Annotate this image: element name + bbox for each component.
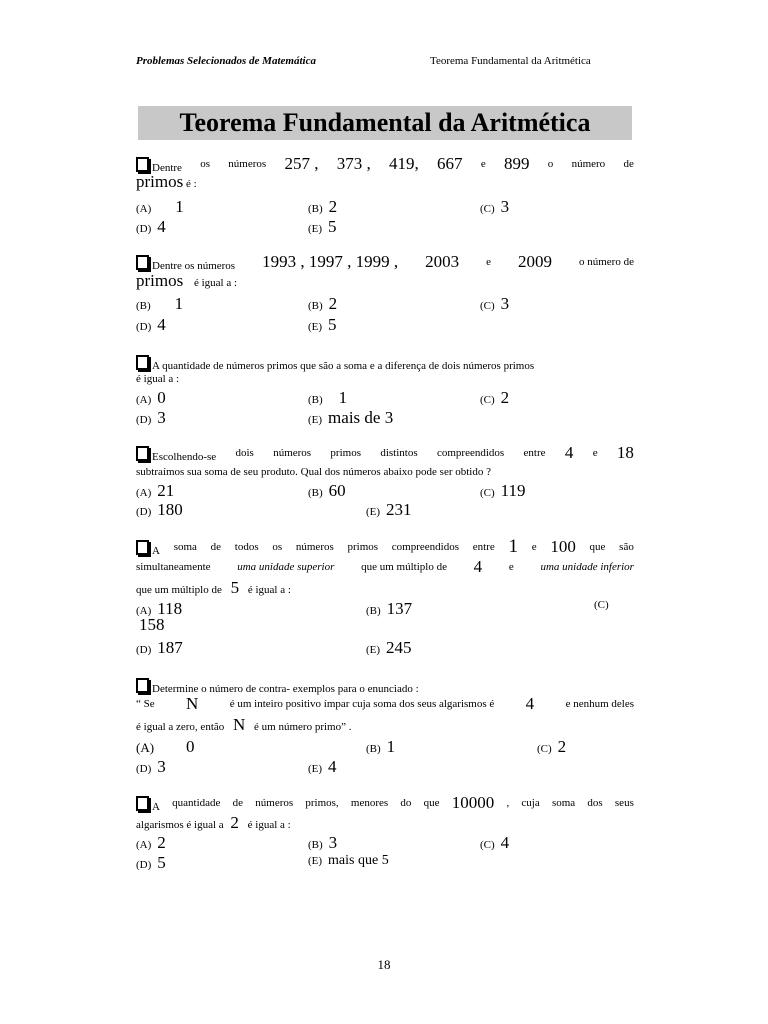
question-5-line-2	[136, 557, 634, 576]
option-a[interactable]: (A) 1	[136, 197, 184, 216]
question-4-word: números	[273, 447, 312, 459]
question-5-word: simultaneamente	[136, 561, 211, 573]
option-a[interactable]: (A) 21	[136, 481, 175, 500]
checkbox-icon	[136, 255, 149, 270]
question-1-word: números	[228, 158, 267, 170]
question-4-word: entre	[523, 447, 546, 459]
question-1-number: 419,	[389, 154, 419, 173]
question-5-number: 1	[508, 536, 518, 557]
question-6-word: é um número primo” .	[254, 721, 352, 733]
question-6-line-2	[136, 694, 634, 713]
question-2-word: e	[486, 256, 491, 268]
question-6-word: é um inteiro positivo ímpar cuja soma dos seus algarismos é	[229, 698, 495, 710]
question-2-word: o número de	[578, 256, 634, 268]
option-c[interactable]: (C) 4	[480, 833, 510, 852]
question-7-line-2	[136, 813, 634, 832]
option-c[interactable]: (C) 3	[480, 294, 510, 313]
question-2-word: primos	[136, 271, 184, 290]
option-e[interactable]: (E) 245	[366, 638, 412, 657]
question-6-number: 4	[525, 694, 535, 713]
question-5-word: que um múltiplo de	[361, 561, 447, 573]
question-4-number: 18	[616, 443, 634, 462]
question-4-line-2: subtraímos sua soma de seu produto. Qual dos números abaixo pode ser obtido ?	[136, 466, 491, 478]
question-1-word: os	[200, 158, 210, 170]
question-5-number: 100	[550, 537, 576, 556]
question-6-word: e nenhum deles	[565, 698, 634, 710]
question-5-word: todos	[234, 541, 259, 553]
question-7-word: que	[423, 797, 440, 809]
question-4-word: compreendidos	[436, 447, 505, 459]
question-6-word: “ Se	[136, 698, 155, 710]
question-7-word: do	[400, 797, 412, 809]
option-b[interactable]: (B) 137	[366, 599, 413, 618]
option-d[interactable]: (D) 3	[136, 757, 166, 776]
option-d[interactable]: (D) 180	[136, 500, 183, 519]
question-7-word: de	[232, 797, 244, 809]
option-a[interactable]: (A) 0	[136, 737, 195, 756]
question-6-variable: N	[186, 694, 199, 713]
question-5-word: A	[136, 540, 160, 558]
option-a[interactable]: (B) 1	[136, 294, 184, 313]
question-4-number: 4	[564, 443, 574, 462]
question-5-word: que	[589, 541, 606, 553]
checkbox-icon	[136, 446, 149, 461]
option-e[interactable]: (E) mais de 3	[308, 408, 394, 427]
question-5-word: é igual a :	[247, 584, 291, 596]
question-7-word: quantidade	[172, 797, 221, 809]
question-1-number: 899	[504, 154, 530, 173]
question-1-word: e	[480, 158, 486, 170]
question-2-number: 1993 , 1997 , 1999 ,	[262, 252, 399, 271]
checkbox-icon	[136, 678, 149, 693]
header-chapter-title: Teorema Fundamental da Aritmética	[430, 55, 591, 67]
question-4-word: Escolhendo-se	[136, 446, 216, 464]
option-b[interactable]: (B) 2	[308, 294, 338, 313]
question-2-number: 2003	[425, 252, 460, 271]
question-5-number: 4	[473, 557, 483, 576]
question-1-word: é :	[185, 178, 197, 190]
option-c-label[interactable]: (C)	[594, 599, 609, 611]
question-3-line-2: é igual a :	[136, 373, 180, 385]
question-5-word: que um múltiplo de	[136, 584, 222, 596]
question-1-number: 667	[437, 154, 463, 173]
question-5-word: primos	[347, 541, 379, 553]
question-5-word: os	[272, 541, 283, 553]
option-e[interactable]: (E) mais que 5	[308, 853, 389, 868]
question-1-word: de	[623, 158, 634, 170]
option-b[interactable]: (B) 60	[308, 481, 346, 500]
option-c-value[interactable]: 158	[139, 615, 165, 634]
question-5-line-1	[136, 536, 634, 558]
question-7-word: dos	[587, 797, 603, 809]
option-c[interactable]: (C) 2	[537, 737, 567, 756]
question-5-emphasis: uma unidade superior	[237, 561, 335, 573]
question-7-word: é igual a :	[247, 819, 291, 831]
question-2-line-1	[136, 252, 634, 273]
question-5-word: entre	[472, 541, 495, 553]
question-4-word: e	[592, 447, 598, 459]
option-e[interactable]: (E) 5	[308, 217, 337, 236]
question-6-variable: N	[233, 715, 246, 734]
checkbox-icon	[136, 355, 149, 370]
question-7-number: 10000	[451, 793, 495, 812]
question-7-word: seus	[614, 797, 634, 809]
question-5-word: e	[531, 541, 537, 553]
option-a[interactable]: (A) 118	[136, 599, 183, 618]
question-5-line-3	[136, 578, 634, 597]
question-1-word: Dentre	[136, 157, 182, 175]
question-5-emphasis: uma unidade inferior	[540, 561, 634, 573]
checkbox-icon	[136, 157, 149, 172]
question-4-word: distintos	[380, 447, 418, 459]
option-e[interactable]: (E) 5	[308, 315, 337, 334]
option-d[interactable]: (D) 3	[136, 408, 166, 427]
question-7-word: A	[136, 796, 160, 814]
question-2-word: Dentre os números	[136, 255, 235, 273]
question-7-word: soma	[551, 797, 576, 809]
question-7-word: cuja	[521, 797, 540, 809]
header-book-title: Problemas Selecionados de Matemática	[136, 55, 316, 67]
option-b[interactable]: (B) 1	[366, 737, 396, 756]
question-5-word: números	[295, 541, 334, 553]
option-d[interactable]: (D) 4	[136, 217, 166, 236]
question-5-word: soma	[173, 541, 197, 553]
question-5-word: e	[508, 561, 514, 573]
question-7-word: primos,	[305, 797, 339, 809]
option-c[interactable]: (C) 2	[480, 388, 510, 407]
question-7-line-1	[136, 793, 634, 814]
question-5-number: 5	[230, 578, 240, 597]
question-7-word: menores	[350, 797, 389, 809]
title-banner	[138, 106, 632, 140]
checkbox-icon	[136, 796, 149, 811]
option-d[interactable]: (D) 5	[136, 853, 166, 872]
option-a[interactable]: (A) 2	[136, 833, 166, 852]
option-b[interactable]: (B) 1	[308, 388, 348, 407]
question-2-word: é igual a :	[193, 277, 238, 289]
question-2-number: 2009	[517, 252, 552, 271]
question-7-word: algarismos é igual a	[136, 819, 224, 831]
question-4-word: primos	[330, 447, 361, 459]
question-5-word: são	[619, 541, 634, 553]
option-a[interactable]: (A) 0	[136, 388, 166, 407]
question-1-word: primos	[136, 172, 184, 191]
option-b[interactable]: (B) 2	[308, 197, 338, 216]
question-1-number: 257 ,	[284, 154, 319, 173]
option-e[interactable]: (E) 4	[308, 757, 337, 776]
question-1-word: número	[571, 158, 606, 170]
question-4-line-1	[136, 443, 634, 464]
question-3-line-1: A quantidade de números primos que são a soma e a diferença de dois números primos	[136, 355, 634, 373]
page-title: Teorema Fundamental da Aritmética	[179, 108, 591, 137]
checkbox-icon	[136, 540, 149, 555]
option-e[interactable]: (E) 231	[366, 500, 412, 519]
question-4-word: dois	[235, 447, 254, 459]
question-1-number: 373 ,	[336, 154, 371, 173]
option-b[interactable]: (B) 3	[308, 833, 338, 852]
question-6-word: é igual a zero, então	[136, 721, 225, 733]
question-1-word: o	[547, 158, 554, 170]
question-2-line-2	[136, 271, 634, 290]
question-6-line-3	[136, 715, 634, 734]
question-7-word: ,	[506, 797, 510, 809]
question-1-line-2	[136, 172, 634, 191]
question-7-number: 2	[230, 813, 239, 832]
question-6-line-1: Determine o número de contra- exemplos para o enunciado :	[136, 678, 634, 696]
question-1-line-1	[136, 154, 634, 175]
option-c[interactable]: (C) 119	[480, 481, 526, 500]
question-7-word: números	[255, 797, 294, 809]
page-number: 18	[377, 957, 391, 972]
option-c[interactable]: (C) 3	[480, 197, 510, 216]
option-d[interactable]: (D) 187	[136, 638, 183, 657]
question-5-word: de	[210, 541, 222, 553]
question-5-word: compreendidos	[391, 541, 459, 553]
option-d[interactable]: (D) 4	[136, 315, 166, 334]
